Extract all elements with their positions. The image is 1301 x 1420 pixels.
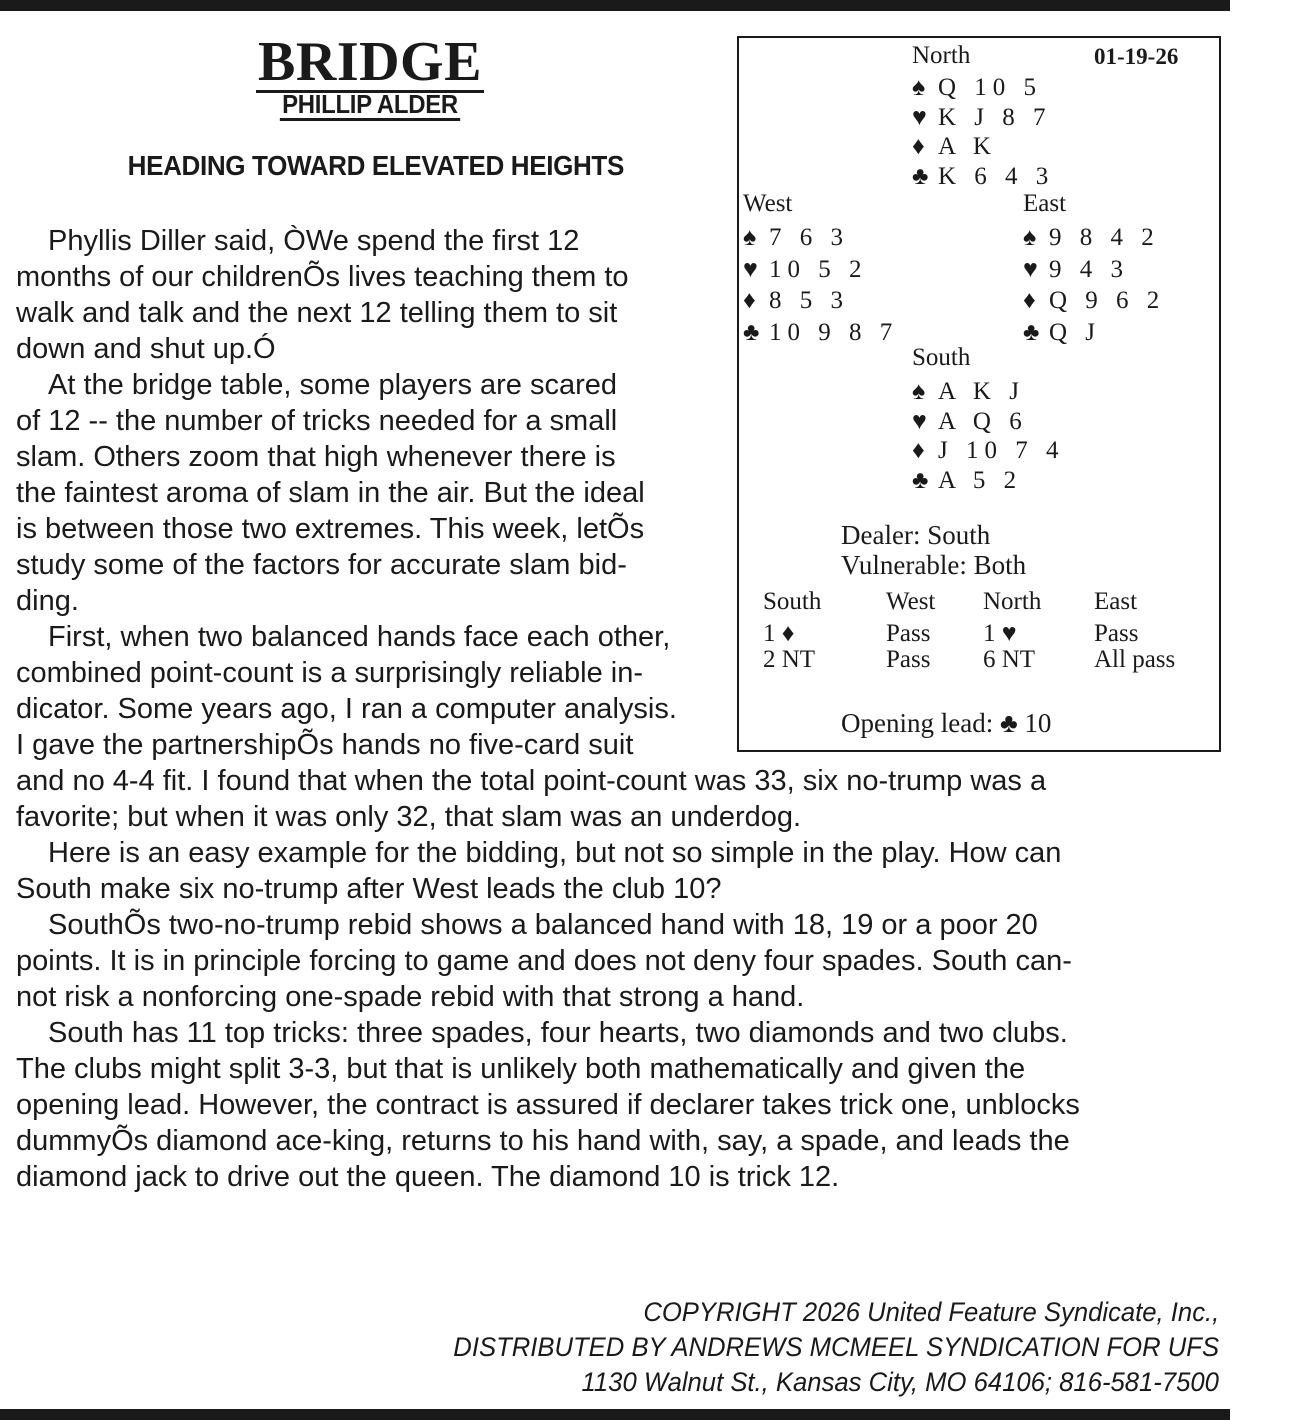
- west-hearts-holding: [743, 256, 868, 284]
- copyright-notice: [413, 1295, 1219, 1400]
- east-clubs-holding: [1023, 319, 1101, 347]
- south-spades-holding: [912, 378, 1025, 406]
- club-suit-icon: ♣: [743, 318, 760, 346]
- south-label: South: [912, 344, 971, 371]
- text-line: ding.: [16, 585, 79, 617]
- west-clubs-holding: [743, 319, 898, 347]
- club-suit-icon: ♣: [912, 466, 929, 494]
- auction-call: 1 ♥: [983, 620, 1017, 647]
- text-line: First, when two balanced hands face each other,: [48, 621, 671, 653]
- card-list: 8 5 3: [769, 287, 849, 314]
- south-hearts-holding: [912, 408, 1028, 436]
- north-clubs-holding: [912, 163, 1054, 191]
- paragraph: [16, 1015, 1231, 1195]
- auction-call: Pass: [886, 620, 931, 647]
- copyright-line: COPYRIGHT 2026 United Feature Syndicate, Inc.,: [643, 1297, 1219, 1327]
- paragraph: [16, 835, 1231, 907]
- east-diamonds-holding: [1023, 287, 1165, 315]
- bottom-rule: [0, 1409, 1230, 1420]
- east-label: East: [1023, 190, 1067, 217]
- auction-header: North: [983, 588, 1042, 615]
- card-list: Q J: [1049, 318, 1102, 346]
- bridge-diagram: [737, 36, 1221, 752]
- card-list: 7 6 3: [769, 224, 849, 251]
- south-diamonds-holding: [912, 437, 1064, 465]
- auction-call: 6 NT: [983, 646, 1036, 673]
- spade-suit-icon: ♠: [743, 224, 757, 251]
- heart-suit-icon: ♥: [912, 103, 927, 131]
- headline: [16, 150, 736, 182]
- diamond-suit-icon: ♦: [912, 133, 925, 160]
- auction-header: East: [1094, 588, 1138, 615]
- text-line: dummyÕs diamond ace-king, returns to his hand with, say, a spade, and leads the: [16, 1125, 1070, 1157]
- text-line: months of our childrenÕs lives teaching them to: [16, 261, 629, 293]
- heart-suit-icon: ♥: [743, 255, 758, 283]
- text-line: down and shut up.Ó: [16, 333, 276, 365]
- text-line: favorite; but when it was only 32, that slam was an underdog.: [16, 801, 802, 833]
- text-line: of 12 -- the number of tricks needed for a small: [16, 405, 618, 437]
- diamond-suit-icon: ♦: [1023, 287, 1036, 314]
- north-spades-holding: [912, 74, 1042, 102]
- paragraph: [16, 907, 1231, 1015]
- text-line: and no 4-4 fit. I found that when the total point-count was 33, six no-trump was a: [16, 765, 1047, 797]
- column-title: BRIDGE: [258, 31, 482, 93]
- auction-header: West: [886, 588, 936, 615]
- south-clubs-holding: [912, 467, 1022, 495]
- masthead: [230, 31, 510, 121]
- text-line: the faintest aroma of slam in the air. But the ideal: [16, 477, 645, 509]
- auction-call: Pass: [1094, 620, 1139, 647]
- text-line: I gave the partnershipÕs hands no five-card suit: [16, 729, 634, 761]
- club-suit-icon: ♣: [912, 162, 929, 190]
- spade-suit-icon: ♠: [912, 378, 926, 405]
- text-line: At the bridge table, some players are scared: [48, 369, 618, 401]
- text-line: walk and talk and the next 12 telling them to sit: [16, 297, 618, 329]
- copyright-line: DISTRIBUTED BY ANDREWS MCMEEL SYNDICATION FOR UFS: [453, 1332, 1219, 1362]
- spade-suit-icon: ♠: [912, 74, 926, 101]
- text-line: South has 11 top tricks: three spades, four hearts, two diamonds and two clubs.: [48, 1017, 1068, 1049]
- card-list: A K: [938, 133, 997, 160]
- text-line: Phyllis Diller said, ÒWe spend the first 12: [48, 225, 580, 257]
- west-label: West: [743, 190, 793, 217]
- card-list: A 5 2: [938, 466, 1023, 494]
- text-line: South make six no-trump after West leads the club 10?: [16, 873, 722, 905]
- spade-suit-icon: ♠: [1023, 224, 1037, 251]
- north-diamonds-holding: [912, 133, 997, 161]
- text-line: points. It is in principle forcing to game and does not deny four spades. South can-: [16, 945, 1072, 977]
- diamond-suit-icon: ♦: [743, 287, 756, 314]
- diamond-suit-icon: ♦: [912, 437, 925, 464]
- card-list: K 6 4 3: [938, 162, 1055, 190]
- east-hearts-holding: [1023, 256, 1129, 284]
- vulnerable-line: Vulnerable: Both: [841, 550, 1027, 580]
- copyright-line: 1130 Walnut St., Kansas City, MO 64106; 816-581-7500: [581, 1367, 1219, 1397]
- byline: [241, 91, 499, 121]
- east-spades-holding: [1023, 224, 1160, 252]
- deal-date: 01-19-26: [1094, 44, 1179, 69]
- card-list: Q 10 5: [938, 74, 1043, 101]
- west-diamonds-holding: [743, 287, 849, 315]
- heart-suit-icon: ♥: [912, 407, 927, 435]
- card-list: 10 5 2: [769, 255, 868, 283]
- card-list: 10 9 8 7: [769, 318, 899, 346]
- card-list: A K J: [938, 378, 1025, 405]
- text-line: is between those two extremes. This week, letÕs: [16, 513, 645, 545]
- auction-header: South: [763, 588, 822, 615]
- auction-call: 2 NT: [763, 646, 816, 673]
- card-list: A Q 6: [938, 407, 1028, 435]
- club-suit-icon: ♣: [1023, 318, 1040, 346]
- text-line: study some of the factors for accurate slam bid-: [16, 549, 627, 581]
- auction-call: All pass: [1094, 646, 1176, 673]
- text-line: Here is an easy example for the bidding, but not so simple in the play. How can: [48, 837, 1062, 869]
- text-line: opening lead. However, the contract is assured if declarer takes trick one, unblocks: [16, 1089, 1080, 1121]
- west-spades-holding: [743, 224, 849, 252]
- card-list: 9 4 3: [1049, 255, 1129, 283]
- text-line: not risk a nonforcing one-spade rebid with that strong a hand.: [16, 981, 805, 1013]
- card-list: Q 9 6 2: [1049, 287, 1166, 314]
- north-hearts-holding: [912, 104, 1052, 132]
- top-rule: [0, 0, 1230, 11]
- heart-suit-icon: ♥: [1023, 255, 1038, 283]
- auction-call: Pass: [886, 646, 931, 673]
- text-line: dicator. Some years ago, I ran a computer analysis.: [16, 693, 677, 725]
- card-list: J 10 7 4: [938, 437, 1065, 464]
- card-list: 9 8 4 2: [1049, 224, 1160, 251]
- auction-call: 1 ♦: [763, 620, 795, 647]
- opening-lead: Opening lead: ♣ 10: [841, 708, 1052, 738]
- dealer-line: Dealer: South: [841, 520, 991, 550]
- text-line: The clubs might split 3-3, but that is unlikely both mathematically and given the: [16, 1053, 1026, 1085]
- headline-text: HEADING TOWARD ELEVATED HEIGHTS: [127, 150, 625, 181]
- card-list: K J 8 7: [938, 103, 1052, 131]
- byline-text: PHILLIP ALDER: [282, 89, 458, 119]
- north-label: North: [912, 42, 971, 69]
- text-line: diamond jack to drive out the queen. The diamond 10 is trick 12.: [16, 1161, 840, 1193]
- text-line: combined point-count is a surprisingly reliable in-: [16, 657, 644, 689]
- text-line: slam. Others zoom that high whenever there is: [16, 441, 616, 473]
- text-line: SouthÕs two-no-trump rebid shows a balanced hand with 18, 19 or a poor 20: [48, 909, 1038, 941]
